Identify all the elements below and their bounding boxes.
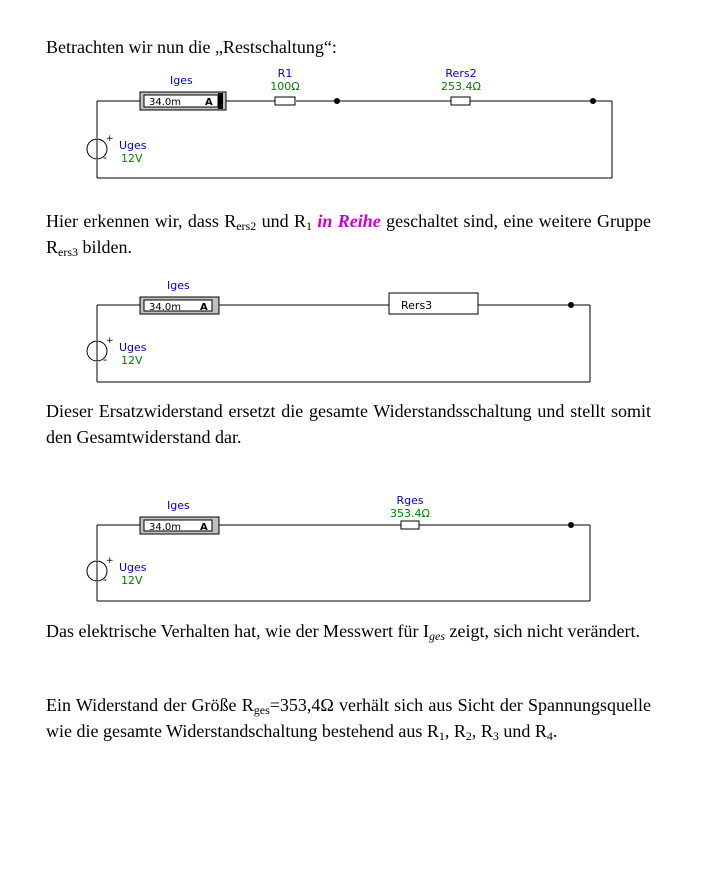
rers2-label: Rers2 [445,67,477,80]
source-label: Uges [119,561,147,574]
subscript: 2 [465,729,472,743]
subscript: ges [429,629,446,643]
circuit-diagram-3 [0,490,706,610]
source-minus: - [103,151,107,164]
intro-text: Betrachten wir nun die „Restschaltung“: [46,37,337,57]
subscript: 1 [305,219,312,233]
subscript: 3 [492,729,499,743]
source-value: 12V [121,574,143,587]
ammeter-value: 34.0m [149,302,182,313]
ammeter-label: Iges [167,279,190,292]
resistor-rges [401,521,419,529]
source-plus: + [106,556,114,566]
node-dot [334,98,340,104]
rers2-value: 253.4Ω [441,80,481,93]
subscript: ges [253,703,270,717]
ammeter-label: Iges [170,74,193,87]
subscript: ers3 [58,245,79,259]
source-minus: - [103,573,107,586]
replacement-text: Dieser Ersatzwiderstand ersetzt die gesamte Widerstandsschaltung und stellt somit den Gesamtwiderstand dar. [46,401,651,447]
text-run: , R [444,721,466,741]
text-run: Das elektrische Verhalten hat, wie der Messwert für I [46,621,430,641]
resistor-rers2 [451,97,470,105]
intro-paragraph [46,34,651,60]
text-run: Ein Widerstand der Größe R [46,695,254,715]
source-value: 12V [121,152,143,165]
ammeter-unit: A [200,302,208,313]
subscript: 1 [438,729,445,743]
conclusion-paragraph [46,692,651,744]
series-paragraph [46,208,651,260]
block-label: Rers3 [401,299,433,312]
subscript: ers2 [236,219,257,233]
ammeter-iges [140,517,219,534]
node-dot [568,302,574,308]
text-run: zeigt, sich nicht verändert. [445,621,640,641]
rges-value: 353.4Ω [390,507,430,520]
text-run: geschaltet sind, eine weitere Gruppe R [46,211,651,257]
ammeter-value: 34.0m [149,522,182,533]
circuit-diagram-2 [0,275,706,387]
source-minus: - [103,353,107,366]
source-label: Uges [119,139,147,152]
resistor-r1 [275,97,295,105]
replacement-paragraph [46,398,651,450]
source-value: 12V [121,354,143,367]
ammeter-label: Iges [167,499,190,512]
r1-label: R1 [277,67,293,80]
node-dot [590,98,596,104]
text-run: . [552,721,558,741]
text-run: =353,4Ω verhält sich aus Sicht der Spannungsquelle wie die gesamte Widerstandschaltung bestehend aus R [46,695,651,741]
ammeter-unit: A [200,522,208,533]
text-run: Hier erkennen wir, dass R [46,211,237,231]
node-dot [568,522,574,528]
source-label: Uges [119,341,147,354]
rges-label: Rges [396,494,424,507]
source-plus: + [106,336,114,346]
ammeter-unit: A [205,97,213,108]
text-run: und R [256,211,306,231]
text-run: und R [498,721,547,741]
ammeter-iges [140,297,219,314]
ammeter-iges [140,92,226,110]
highlight-in-reihe: in Reihe [317,211,381,231]
ammeter-value: 34.0m [149,97,182,108]
text-run: , R [471,721,493,741]
r1-value: 100Ω [270,80,300,93]
text-run: bilden. [78,237,133,257]
behaviour-paragraph [46,618,651,644]
source-plus: + [106,134,114,144]
subscript: 4 [546,729,553,743]
circuit-diagram-1 [0,64,706,184]
